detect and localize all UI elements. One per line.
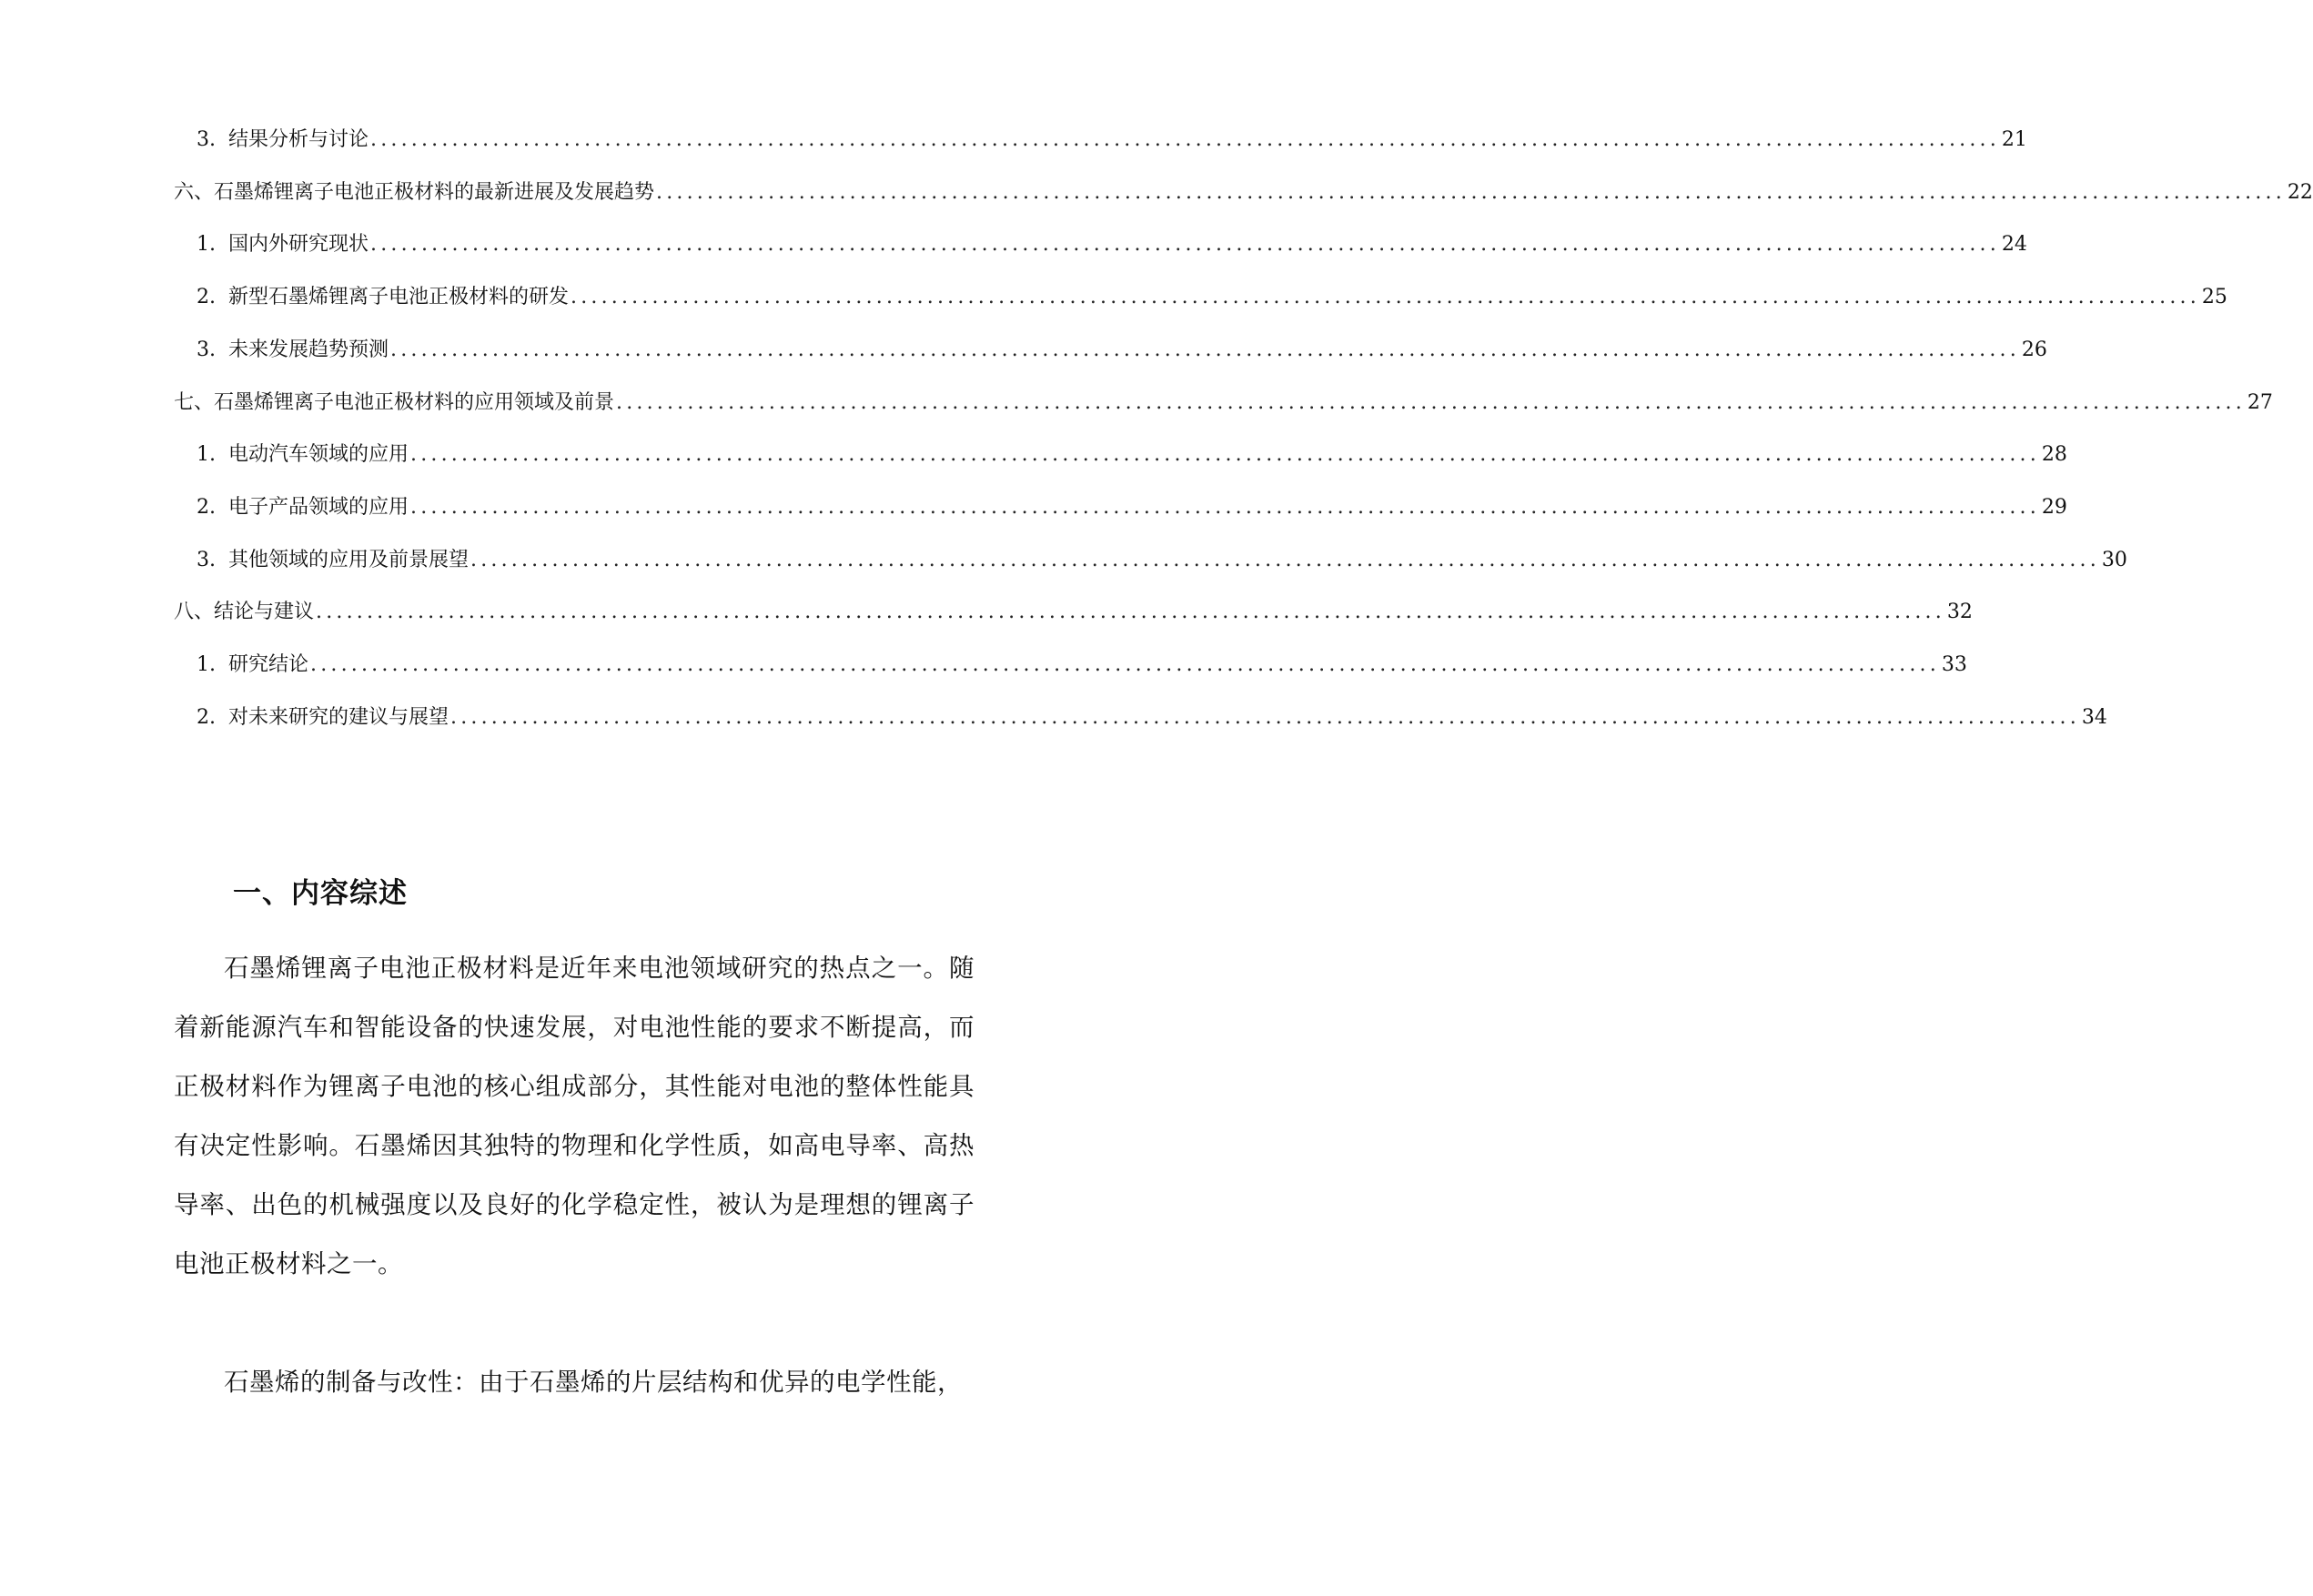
toc-entry-title: 研究结论 [228, 653, 309, 676]
toc-entry-title: 未来发展趋势预测 [228, 338, 389, 361]
toc-entry[interactable] [197, 651, 1967, 680]
toc-entry-title: 新型石墨烯锂离子电池正极材料的研发 [228, 286, 570, 309]
toc-entry-page-number: 21 [2001, 128, 2027, 151]
toc-dot-leader: ................................................................................................................................................................ [370, 233, 2000, 257]
toc-entry-title: 六、石墨烯锂离子电池正极材料的最新进展及发展趋势 [174, 180, 655, 204]
toc-entry-number: 1. [197, 233, 216, 257]
toc-entry[interactable] [197, 440, 2067, 470]
toc-entry[interactable] [197, 230, 2027, 259]
toc-entry[interactable] [174, 598, 1973, 627]
toc-entry-title: 七、石墨烯锂离子电池正极材料的应用领域及前景 [174, 390, 615, 414]
body-paragraph: 石墨烯的制备与改性：由于石墨烯的片层结构和优异的电学性能， [224, 1368, 963, 1397]
toc-dot-leader: ................................................................................................................................................................ [390, 338, 2020, 361]
toc-entry-page-number: 22 [2287, 180, 2313, 204]
toc-entry[interactable] [174, 389, 2273, 418]
toc-entry-number: 2. [197, 286, 216, 309]
toc-entry[interactable] [197, 703, 2107, 732]
toc-entry-page-number: 27 [2247, 390, 2273, 414]
toc-entry-number: 3. [197, 128, 216, 151]
toc-entry-page-number: 29 [2041, 495, 2067, 519]
toc-entry-page-number: 24 [2001, 233, 2027, 257]
toc-entry-title: 其他领域的应用及前景展望 [228, 548, 470, 571]
toc-entry-number: 3. [197, 548, 216, 571]
toc-dot-leader: ................................................................................................................................................................ [310, 653, 1940, 676]
toc-entry[interactable] [197, 336, 2047, 365]
toc-entry[interactable] [197, 126, 2027, 155]
toc-entry-number: 3. [197, 338, 216, 361]
toc-dot-leader: ................................................................................................................................................................ [616, 390, 2246, 414]
toc-entry-title: 电动汽车领域的应用 [228, 443, 409, 467]
toc-entry-title: 八、结论与建议 [174, 601, 315, 624]
toc-entry[interactable] [197, 546, 2127, 575]
toc-entry-page-number: 30 [2101, 548, 2127, 571]
toc-entry-title: 结果分析与讨论 [228, 128, 369, 151]
toc-entry-page-number: 32 [1946, 601, 1973, 624]
toc-entry-number: 2. [197, 495, 216, 519]
toc-entry-title: 国内外研究现状 [228, 233, 369, 257]
toc-dot-leader: ................................................................................................................................................................ [656, 180, 2286, 204]
toc-entry-page-number: 26 [2021, 338, 2047, 361]
toc-dot-leader: ................................................................................................................................................................ [316, 601, 1945, 624]
toc-dot-leader: ................................................................................................................................................................ [470, 548, 2100, 571]
toc-entry-page-number: 25 [2201, 286, 2227, 309]
toc-entry[interactable] [197, 283, 2227, 312]
toc-entry-number: 1. [197, 653, 216, 676]
toc-entry-page-number: 28 [2041, 443, 2067, 467]
toc-entry[interactable] [197, 493, 2067, 522]
toc-entry-title: 对未来研究的建议与展望 [228, 705, 449, 729]
toc-entry[interactable] [174, 178, 2313, 207]
toc-dot-leader: ................................................................................................................................................................ [410, 495, 2040, 519]
toc-entry-page-number: 33 [1941, 653, 1967, 676]
toc-dot-leader: ................................................................................................................................................................ [370, 128, 2000, 151]
toc-entry-page-number: 34 [2081, 705, 2107, 729]
toc-entry-number: 1. [197, 443, 216, 467]
toc-dot-leader: ................................................................................................................................................................ [450, 705, 2080, 729]
toc-dot-leader: ................................................................................................................................................................ [571, 286, 2200, 309]
toc-entry-title: 电子产品领域的应用 [228, 495, 409, 519]
toc-dot-leader: ................................................................................................................................................................ [410, 443, 2040, 467]
toc-entry-number: 2. [197, 705, 216, 729]
section-heading: 一、内容综述 [233, 877, 408, 910]
body-paragraph: 石墨烯锂离子电池正极材料是近年来电池领域研究的热点之一。随着新能源汽车和智能设备的快速发展，对电池性能的要求不断提高，而正极材料作为锂离子电池的核心组成部分，其性能对电池的整体性能具有决定性影响。石墨烯因其独特的物理和化学性质，如高电导率、高热导率、出色的机械强度以及良好的化学稳定性，被认为是理想的锂离子电池正极材料之一。 [174, 954, 975, 1278]
